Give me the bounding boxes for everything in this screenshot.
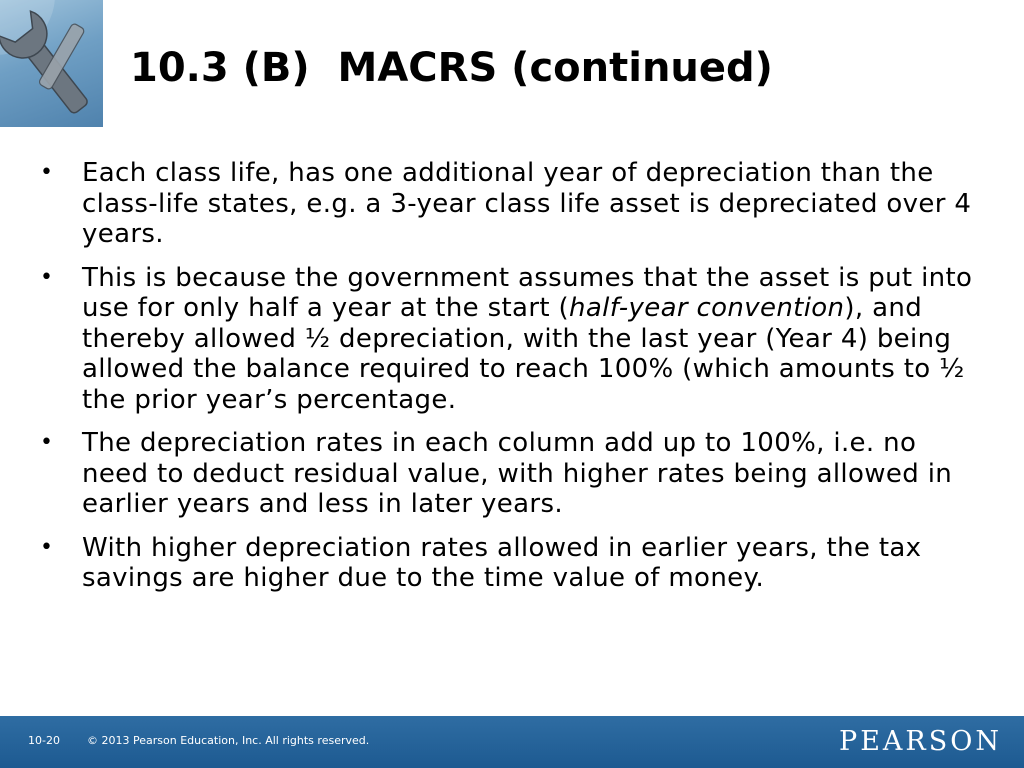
wrench-logo — [0, 0, 103, 127]
wrench-icon — [0, 0, 103, 127]
bullet-text-start: This is because the government assumes that the asset is put into use for only half a year at the start ( — [82, 262, 973, 323]
footer-bar — [0, 716, 1024, 768]
bullet-marker: • — [40, 534, 54, 560]
bullet-marker: • — [40, 430, 54, 455]
bullet-text-end: ), and thereby allowed ½ depreciation, with the last year (Year 4) being allowed the balance required to reach 100% (which amounts to ½ the prior year’s percentage. — [82, 293, 965, 415]
slide-number: 10-20 — [28, 734, 60, 747]
bullet-text: Each class life, has one additional year of depreciation than the class-life states, e.g. a 3-year class life asset is depreciated over 4 years. — [82, 158, 972, 249]
copyright-notice: © 2013 Pearson Education, Inc. All rights reserved. — [87, 734, 370, 747]
bullet-text-italic-term: half-year convention — [569, 293, 845, 323]
bullet-text: With higher depreciation rates allowed in earlier years, the tax savings are higher due to the time value of money. — [82, 532, 922, 593]
bullet-marker: • — [40, 160, 54, 185]
bullet-item — [40, 263, 990, 416]
slide-title: 10.3 (B) MACRS (continued) — [130, 45, 773, 91]
pearson-logo: PEARSON — [839, 726, 1002, 757]
bullet-marker: • — [40, 264, 54, 290]
bullet-item — [40, 158, 990, 250]
bullet-item — [40, 533, 990, 594]
bullet-list — [40, 158, 990, 607]
bullet-text: The depreciation rates in each column add up to 100%, i.e. no need to deduct residual value, with higher rates being allowed in earlier years and less in later years. — [82, 428, 953, 519]
bullet-item — [40, 428, 990, 520]
